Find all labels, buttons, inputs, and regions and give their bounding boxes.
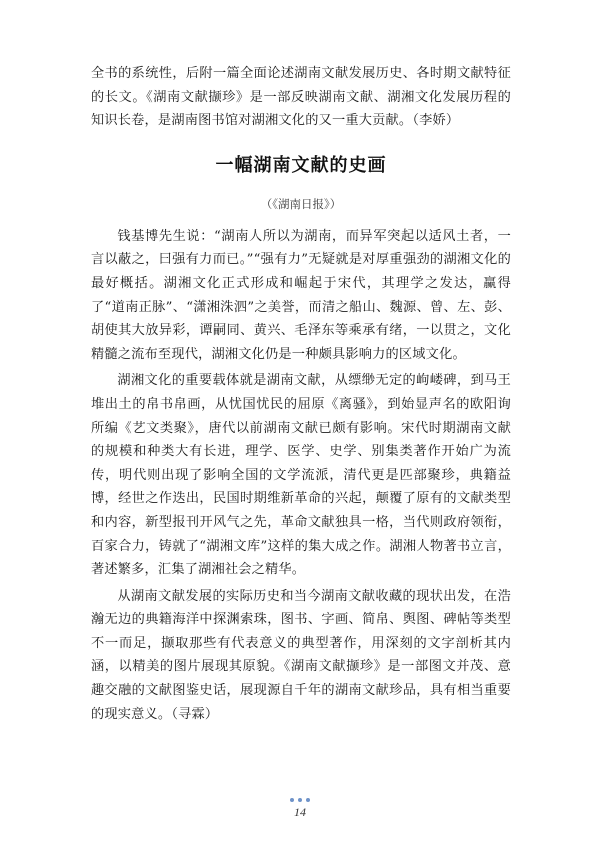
- page-footer: [0, 798, 600, 819]
- ornament-dot: [290, 798, 294, 802]
- article-title: 一幅湖南文献的史画: [215, 154, 387, 176]
- body-paragraph-3: 从湖南文献发展的实际历史和当今湖南文献收藏的现状出发，在浩瀚无边的典籍海洋中探渊索珠，图书、字画、简帛、舆图、碑帖等类型不一而足，撷取那些有代表意义的典型著作，用深刻的文字剖析其内涵，以精美的图片展现其原貌。《湖南文献撷珍》是一部图文并茂、意趣交融的文献图鉴史话，展现源自千年的湖南文献珍品，具有相当重要的现实意义。（寻霖）: [91, 588, 511, 722]
- footer-dots-ornament: [0, 798, 600, 804]
- body-paragraph-1: 钱基博先生说：“湖南人所以为湖南，而异军突起以适风土者，一言以蔽之，曰强有力而已。”“强有力”无疑就是对厚重强劲的湖湘文化的最好概括。湖湘文化正式形成和崛起于宋代，其理学之发达，赢得了“道南正脉”、“潇湘洙泗”之美誉，而清之船山、魏源、曾、左、彭、胡使其大放异彩，谭嗣同、黄兴、毛泽东等乘承有绪，一以贯之，文化精髓之流布至现代，湖湘文化仍是一种颇具影响力的区域文化。: [91, 228, 511, 362]
- intro-paragraph: 全书的系统性，后附一篇全面论述湖南文献发展历史、各时期文献特征的长文。《湖南文献撷珍》是一部反映湖南文献、湖湘文化发展历程的知识长卷，是湖南图书馆对湖湘文化的又一重大贡献。（李娇）: [91, 66, 511, 129]
- body-paragraph-2: 湖湘文化的重要载体就是湖南文献，从缥缈无定的岣嵝碑，到马王堆出土的帛书帛画，从忧国忧民的屈原《离骚》，到始显声名的欧阳询所编《艺文类聚》，唐代以前湖南文献已颇有影响。宋代时期湖南文献的规模和种类大有长进，理学、医学、史学、别集类著作开始广为流传，明代则出现了影响全国的文学流派，清代更是匹部聚珍，典籍益博，经世之作迭出，民国时期维新革命的兴起，颠覆了原有的文献类型和内容，新型报刊开风气之先，革命文献独具一格，当代则政府领衔，百家合力，铸就了“湖湘文库”这样的集大成之作。湖湘人物著书立言，著述繁多，汇集了湖湘社会之精华。: [91, 373, 511, 578]
- ornament-dot: [298, 798, 302, 802]
- ornament-dot: [306, 798, 310, 802]
- article-source: （《湖南日报》）: [260, 196, 342, 211]
- page-number: 14: [294, 805, 306, 819]
- document-page: [91, 62, 511, 726]
